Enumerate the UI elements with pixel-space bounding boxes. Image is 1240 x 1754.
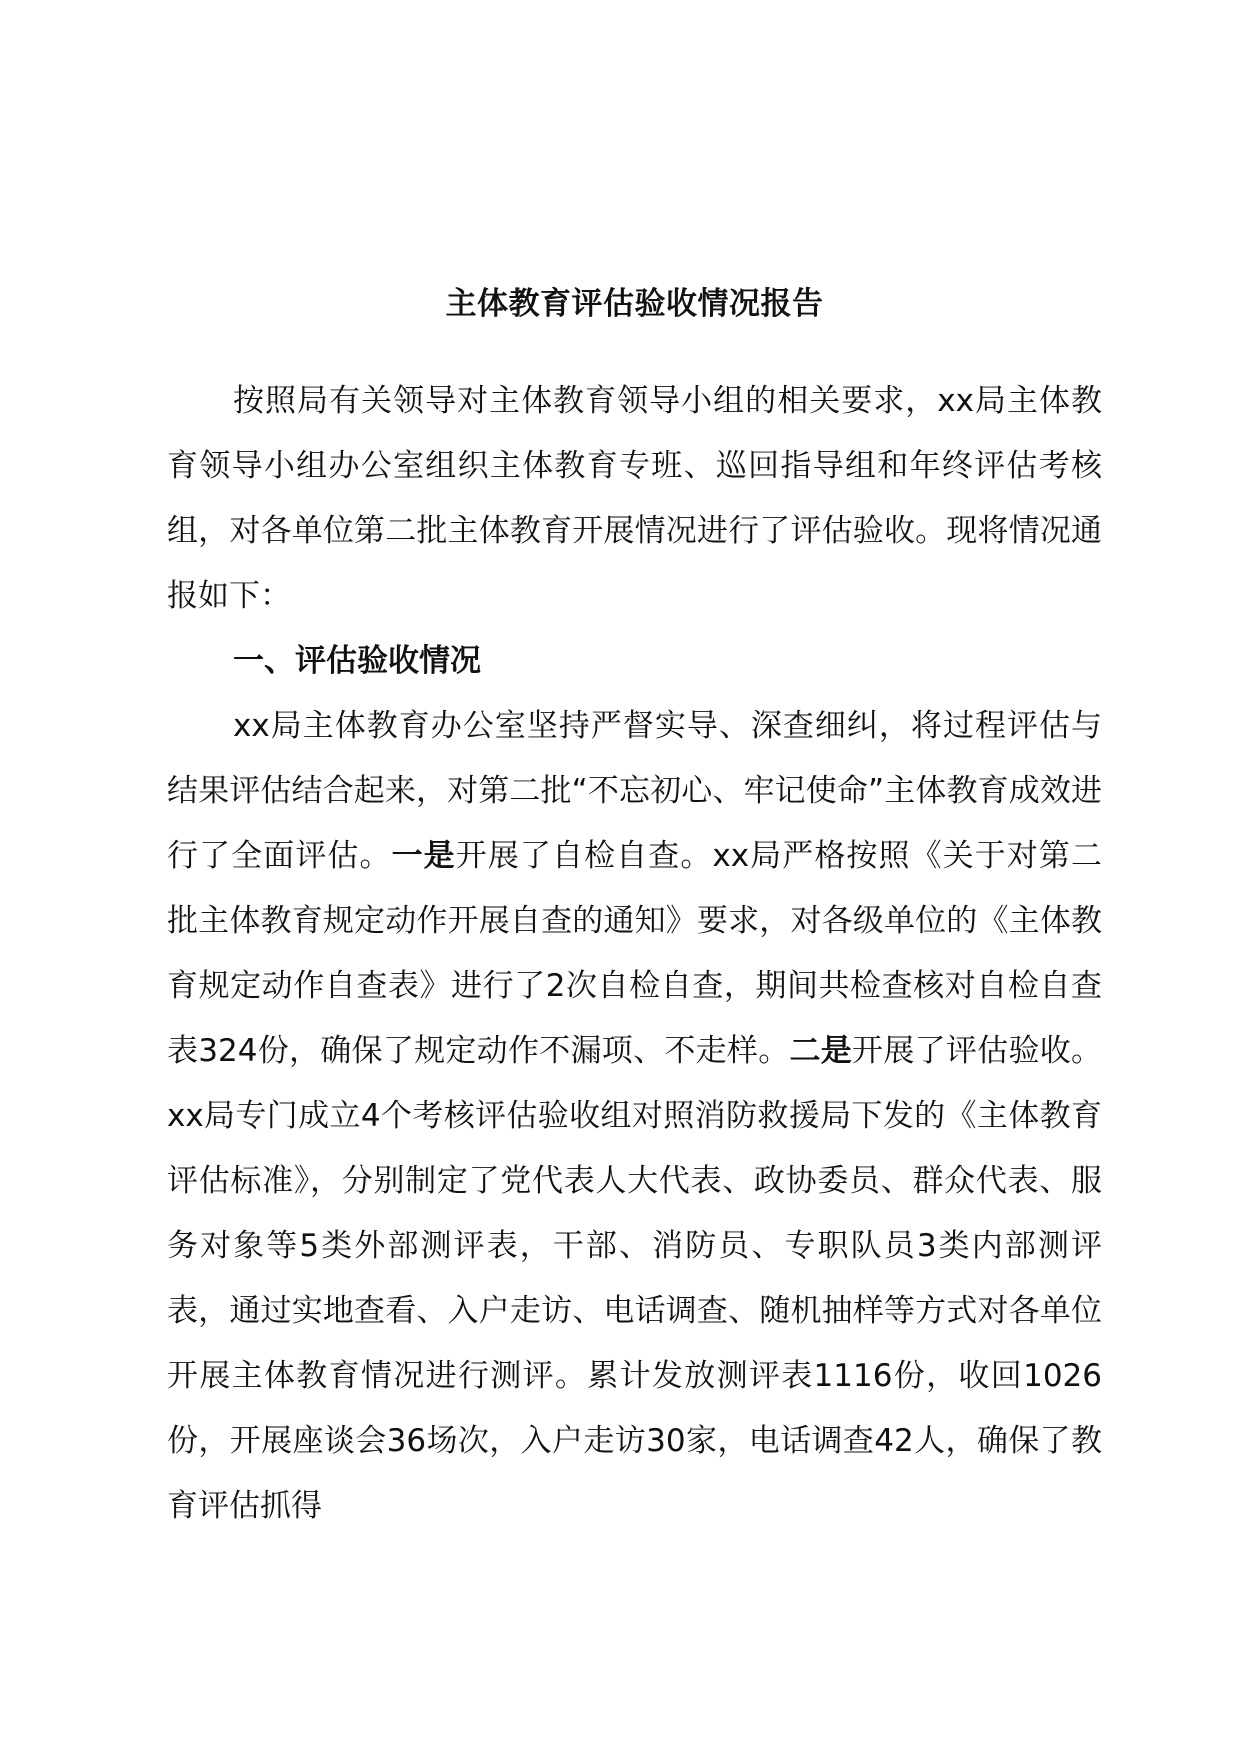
intro-paragraph: 按照局有关领导对主体教育领导小组的相关要求，xx局主体教育领导小组办公室组织主体教育专班、巡回指导组和年终评估考核组，对各单位第二批主体教育开展情况进行了评估验收。现将情况通报如下： — [167, 383, 1102, 614]
bold-label-second: 二是 — [789, 1033, 853, 1069]
paragraph-text: xx局主体教育办公室坚持严督实导、深查细纠，将过程评估与结果评估结合起来，对第二批“不忘初心、牢记使命”主体教育成效进行了全面评估。 — [167, 708, 1102, 874]
section-heading: 一、评估验收情况 — [233, 643, 481, 679]
bold-label-first: 一是 — [391, 838, 456, 874]
document-title: 主体教育评估验收情况报告 — [445, 286, 824, 322]
section-paragraph — [167, 694, 1102, 1539]
paragraph-text: 开展了自检自查。xx局严格按照《关于对第二批主体教育规定动作开展自查的通知》要求，对各级单位的《主体教育规定动作自查表》进行了2次自检自查，期间共检查核对自检自查表324份，确保了规定动作不漏项、不走样。 — [167, 838, 1102, 1069]
document-body — [167, 369, 1102, 1539]
paragraph-text: 开展了评估验收。xx局专门成立4个考核评估验收组对照消防救援局下发的《主体教育评估标准》，分别制定了党代表人大代表、政协委员、群众代表、服务对象等5类外部测评表，干部、消防员、专职队员3类内部测评表，通过实地查看、入户走访、电话调查、随机抽样等方式对各单位开展主体教育情况进行测评。累计发放测评表1116份，收回1026份，开展座谈会36场次，入户走访30家，电话调查42人，确保了教育评估抓得 — [167, 1033, 1103, 1524]
